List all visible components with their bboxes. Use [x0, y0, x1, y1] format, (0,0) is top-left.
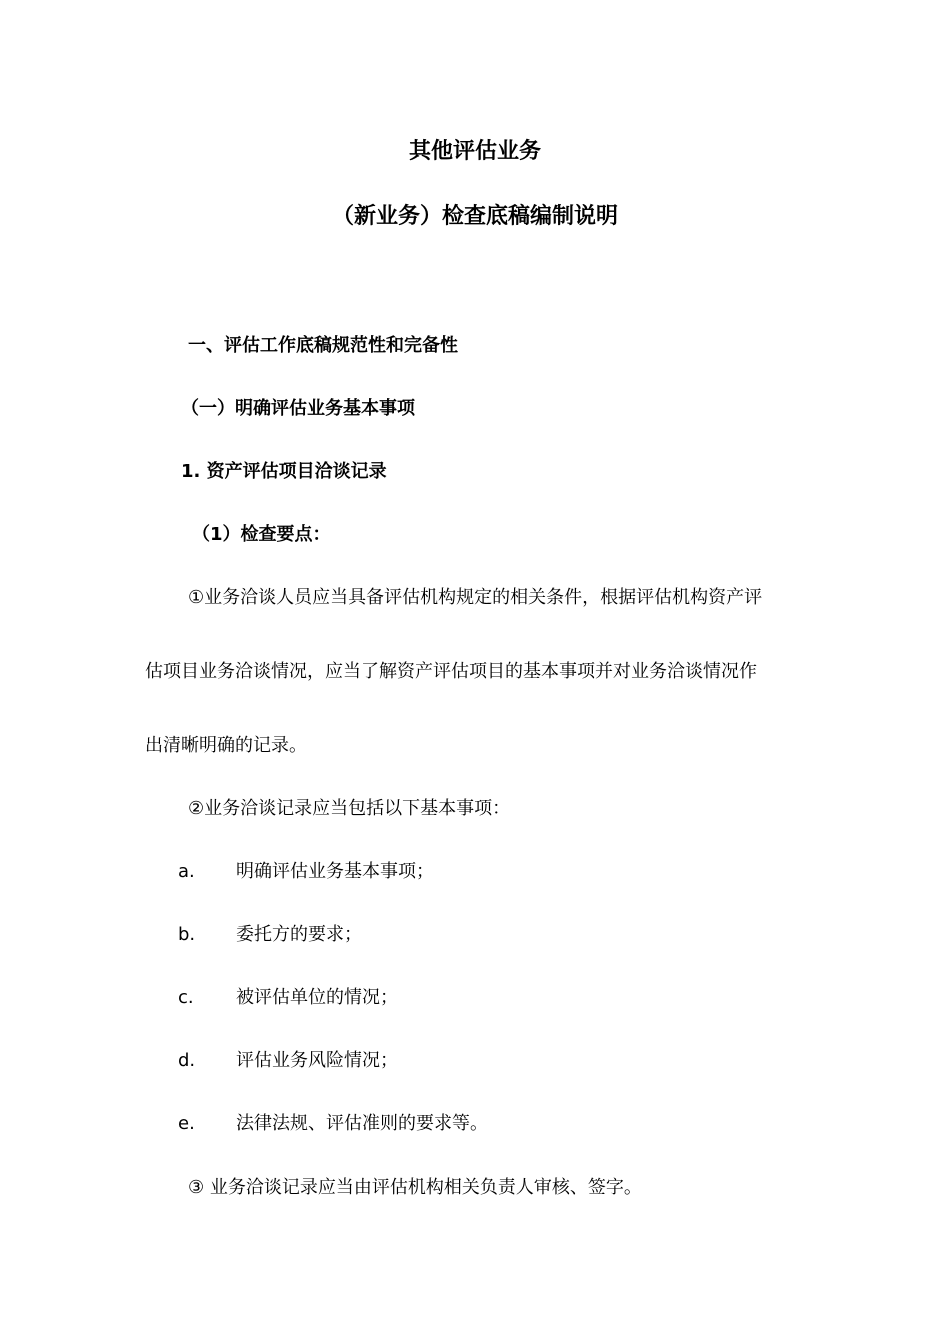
document-subtitle: （新业务）检查底稿编制说明: [331, 204, 618, 229]
subsection-heading: （一）明确评估业务基本事项: [181, 398, 415, 419]
paragraph-line: 出清晰明确的记录。: [145, 735, 307, 756]
list-item: 评估业务风险情况；: [236, 1050, 398, 1071]
list-item: 明确评估业务基本事项；: [236, 861, 434, 882]
document-title: 其他评估业务: [408, 139, 541, 164]
subitem-heading: （1）检查要点：: [192, 524, 331, 545]
list-marker: c.: [178, 987, 194, 1008]
paragraph-line: 估项目业务洽谈情况，应当了解资产评估项目的基本事项并对业务洽谈情况作: [145, 661, 757, 682]
paragraph-line: ①业务洽谈人员应当具备评估机构规定的相关条件，根据评估机构资产评: [188, 587, 763, 608]
list-marker: e.: [178, 1113, 195, 1134]
list-item: 法律法规、评估准则的要求等。: [236, 1113, 488, 1134]
list-item: 委托方的要求；: [236, 924, 362, 945]
list-marker: b.: [178, 924, 196, 945]
paragraph: ③ 业务洽谈记录应当由评估机构相关负责人审核、签字。: [188, 1177, 642, 1198]
list-item: 被评估单位的情况；: [236, 987, 398, 1008]
section-heading: 一、评估工作底稿规范性和完备性: [188, 335, 458, 356]
paragraph: ②业务洽谈记录应当包括以下基本事项：: [188, 798, 511, 819]
list-marker: d.: [178, 1050, 196, 1071]
list-marker: a.: [178, 861, 195, 882]
item-heading: 1. 资产评估项目洽谈记录: [181, 461, 387, 482]
